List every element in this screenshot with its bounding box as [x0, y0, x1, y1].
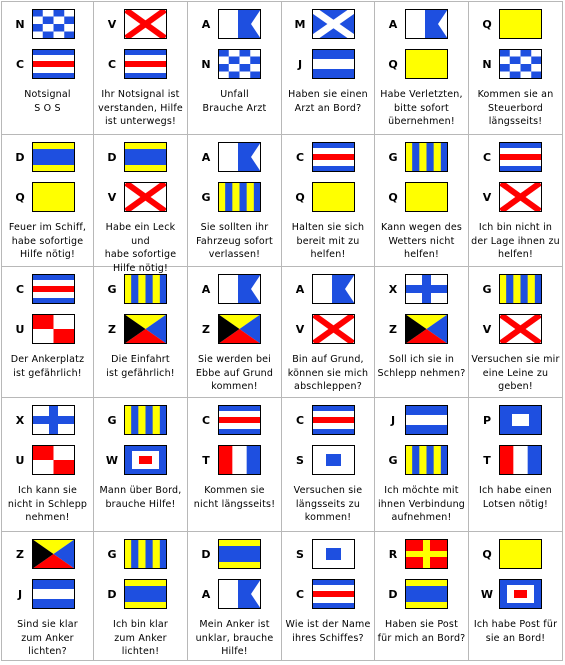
flag-row	[282, 314, 374, 344]
flag-row	[2, 405, 93, 435]
signal-cell	[2, 532, 94, 661]
flag-c-icon	[124, 49, 167, 79]
flag-letter: Q	[482, 548, 492, 561]
flag-letter: Q	[295, 191, 305, 204]
flag-row	[375, 182, 468, 212]
signal-meaning: Ich habe Post für sie an Bord!	[473, 619, 558, 644]
signal-meaning: Habe ein Leck und habe sofortige Hilfe nötig!	[104, 222, 177, 274]
flag-g-icon	[405, 142, 448, 172]
flag-d-icon	[32, 142, 75, 172]
signal-cell	[94, 2, 188, 135]
flag-z-icon	[405, 314, 448, 344]
flag-row	[282, 445, 374, 475]
flag-row	[282, 539, 374, 569]
flag-row	[94, 445, 187, 475]
flag-letter: Z	[202, 323, 210, 336]
flag-m-icon	[312, 9, 355, 39]
flag-row	[94, 314, 187, 344]
flag-row	[469, 142, 562, 172]
flag-q-icon	[32, 182, 75, 212]
signal-cell	[2, 267, 94, 398]
flag-d-icon	[124, 142, 167, 172]
signal-cell	[375, 398, 469, 532]
signal-meaning: Ich bin klar zum Anker lichten!	[112, 619, 169, 657]
signal-meaning: Versuchen sie längsseits zu kommen!	[293, 485, 363, 523]
flag-j-icon	[312, 49, 355, 79]
signal-cell	[94, 532, 188, 661]
flag-letter: J	[17, 588, 23, 601]
flag-x-icon	[405, 274, 448, 304]
signal-meaning: Feuer im Schiff, habe sofortige Hilfe nötig!	[8, 222, 87, 260]
flag-row	[375, 314, 468, 344]
flag-row	[375, 539, 468, 569]
flag-letter: C	[201, 414, 211, 427]
flag-letter: C	[107, 58, 117, 71]
flag-q-icon	[405, 49, 448, 79]
flag-row	[188, 49, 281, 79]
flag-letter: G	[107, 414, 117, 427]
flag-row	[188, 142, 281, 172]
flag-letter: S	[296, 548, 304, 561]
flag-d-icon	[405, 579, 448, 609]
flag-row	[375, 142, 468, 172]
signal-cell	[282, 398, 375, 532]
signal-cell	[375, 532, 469, 661]
flag-letter: Q	[482, 18, 492, 31]
flag-row	[2, 49, 93, 79]
flag-p-icon	[499, 405, 542, 435]
signal-meaning: Kommen sie an Steuerbord längsseits!	[477, 89, 554, 127]
signal-cell	[94, 398, 188, 532]
flag-row	[188, 579, 281, 609]
signal-meaning: Ich habe einen Lotsen nötig!	[479, 485, 552, 510]
flag-letter: C	[295, 588, 305, 601]
flag-c-icon	[32, 274, 75, 304]
flag-letter: U	[15, 323, 25, 336]
signal-meaning: Der Ankerplatz ist gefährlich!	[10, 354, 85, 379]
flag-letter: Q	[15, 191, 25, 204]
flag-q-icon	[312, 182, 355, 212]
flag-row	[282, 49, 374, 79]
flag-g-icon	[218, 182, 261, 212]
flag-z-icon	[218, 314, 261, 344]
signal-meaning: Haben sie Post für mich an Bord?	[377, 619, 466, 644]
signal-cell	[188, 532, 282, 661]
flag-row	[2, 445, 93, 475]
flag-row	[94, 579, 187, 609]
flag-letter: G	[107, 548, 117, 561]
flag-row	[2, 9, 93, 39]
signal-cell	[469, 398, 563, 532]
flag-letter: A	[201, 588, 211, 601]
flag-row	[282, 9, 374, 39]
flag-row	[188, 539, 281, 569]
flag-g-icon	[124, 405, 167, 435]
signal-cell	[94, 267, 188, 398]
flag-letter: C	[15, 58, 25, 71]
flag-letter: X	[388, 283, 398, 296]
flag-row	[94, 405, 187, 435]
flag-letter: T	[483, 454, 491, 467]
flag-j-icon	[32, 579, 75, 609]
signal-cell	[375, 2, 469, 135]
flag-row	[282, 142, 374, 172]
flag-x-icon	[32, 405, 75, 435]
flag-row	[375, 274, 468, 304]
flag-c-icon	[499, 142, 542, 172]
flag-u-icon	[32, 445, 75, 475]
flag-row	[469, 274, 562, 304]
flag-row	[375, 579, 468, 609]
flag-q-icon	[499, 539, 542, 569]
flag-u-icon	[32, 314, 75, 344]
flag-a-icon	[312, 274, 355, 304]
flag-row	[375, 405, 468, 435]
flag-row	[94, 49, 187, 79]
flag-letter: R	[388, 548, 398, 561]
signal-meaning: Soll ich sie in Schlepp nehmen?	[377, 354, 466, 379]
flag-letter: G	[107, 283, 117, 296]
flag-letter: G	[201, 191, 211, 204]
flag-letter: S	[296, 454, 304, 467]
flag-letter: D	[388, 588, 398, 601]
flag-row	[2, 182, 93, 212]
flag-g-icon	[405, 445, 448, 475]
signal-cell	[282, 532, 375, 661]
flag-row	[2, 142, 93, 172]
flag-a-icon	[218, 274, 261, 304]
flag-g-icon	[499, 274, 542, 304]
flag-letter: W	[480, 588, 494, 601]
signal-meaning: Notsignal S O S	[24, 89, 71, 114]
signal-cell	[188, 135, 282, 267]
flag-c-icon	[312, 405, 355, 435]
signal-cell	[282, 267, 375, 398]
flag-letter: Z	[108, 323, 116, 336]
flag-n-icon	[499, 49, 542, 79]
flag-row	[469, 579, 562, 609]
flag-row	[282, 579, 374, 609]
signal-cell	[375, 267, 469, 398]
flag-letter: A	[201, 18, 211, 31]
signal-cell	[94, 135, 188, 274]
signal-meaning: Mann über Bord, brauche Hilfe!	[99, 485, 182, 510]
signal-cell	[188, 2, 282, 135]
signal-cell	[188, 398, 282, 532]
signal-meaning: Unfall Brauche Arzt	[202, 89, 267, 114]
flag-row	[469, 539, 562, 569]
flag-row	[282, 405, 374, 435]
flag-letter: G	[482, 283, 492, 296]
flag-letter: V	[295, 323, 305, 336]
flag-letter: C	[482, 151, 492, 164]
signal-meaning: Mein Anker ist unklar, brauche Hilfe!	[195, 619, 274, 657]
signal-meaning: Bin auf Grund, können sie mich abschleppen?	[287, 354, 369, 392]
flag-row	[469, 314, 562, 344]
signal-meaning: Halten sie sich bereit mit zu helfen!	[291, 222, 365, 260]
flag-letter: A	[201, 283, 211, 296]
flag-row	[375, 49, 468, 79]
flag-letter: J	[297, 58, 303, 71]
flag-g-icon	[124, 539, 167, 569]
flag-a-icon	[218, 9, 261, 39]
flag-letter: D	[15, 151, 25, 164]
flag-letter: Q	[388, 58, 398, 71]
flag-letter: C	[15, 283, 25, 296]
flag-letter: J	[390, 414, 396, 427]
flag-letter: D	[201, 548, 211, 561]
flag-c-icon	[218, 405, 261, 435]
flag-w-icon	[124, 445, 167, 475]
flag-row	[469, 405, 562, 435]
flag-letter: V	[107, 18, 117, 31]
signal-cell	[188, 267, 282, 398]
flag-row	[2, 314, 93, 344]
flag-row	[375, 445, 468, 475]
flag-s-icon	[312, 539, 355, 569]
flag-row	[188, 182, 281, 212]
flag-row	[375, 9, 468, 39]
flag-row	[282, 182, 374, 212]
flag-q-icon	[499, 9, 542, 39]
flag-g-icon	[124, 274, 167, 304]
flag-v-icon	[124, 182, 167, 212]
flag-a-icon	[218, 142, 261, 172]
signal-cell	[2, 135, 94, 267]
flag-letter: A	[201, 151, 211, 164]
signal-meaning: Sie werden bei Ebbe auf Grund kommen!	[195, 354, 274, 392]
flag-n-icon	[32, 9, 75, 39]
flag-q-icon	[405, 182, 448, 212]
signal-meaning: Kommen sie nicht längsseits!	[193, 485, 276, 510]
signal-cell	[469, 2, 563, 135]
flag-row	[94, 9, 187, 39]
flag-v-icon	[499, 182, 542, 212]
flag-row	[188, 445, 281, 475]
flag-letter: G	[388, 454, 398, 467]
flag-t-icon	[499, 445, 542, 475]
signal-meaning: Habe Verletzten, bitte sofort übernehmen!	[380, 89, 463, 127]
flag-row	[2, 274, 93, 304]
flag-row	[188, 9, 281, 39]
flag-s-icon	[312, 445, 355, 475]
flag-letter: Z	[16, 548, 24, 561]
flag-letter: C	[295, 414, 305, 427]
flag-t-icon	[218, 445, 261, 475]
signal-meaning: Ihr Notsignal ist verstanden, Hilfe ist unterwegs!	[98, 89, 183, 127]
flag-r-icon	[405, 539, 448, 569]
flag-letter: Q	[388, 191, 398, 204]
signal-cell	[469, 532, 563, 661]
flag-row	[188, 314, 281, 344]
signal-cell	[469, 135, 563, 267]
flag-letter: G	[388, 151, 398, 164]
signal-cell	[282, 2, 375, 135]
flag-letter: N	[15, 18, 25, 31]
flag-letter: V	[107, 191, 117, 204]
flag-row	[94, 274, 187, 304]
flag-d-icon	[124, 579, 167, 609]
flag-a-icon	[405, 9, 448, 39]
flag-letter: V	[482, 323, 492, 336]
flag-v-icon	[499, 314, 542, 344]
flag-letter: P	[482, 414, 492, 427]
signal-cell	[2, 2, 94, 135]
signal-meaning: Ich bin nicht in der Lage ihnen zu helfen!	[471, 222, 560, 260]
flag-row	[188, 405, 281, 435]
signal-meaning: Kann wegen des Wetters nicht helfen!	[380, 222, 463, 260]
flag-letter: C	[295, 151, 305, 164]
flag-row	[469, 49, 562, 79]
flag-z-icon	[32, 539, 75, 569]
signal-meaning: Sie sollten ihr Fahrzeug sofort verlassen!	[196, 222, 273, 260]
flag-letter: M	[294, 18, 306, 31]
signal-meaning: Ich kann sie nicht in Schlepp nehmen!	[7, 485, 88, 523]
flag-j-icon	[405, 405, 448, 435]
flag-row	[469, 9, 562, 39]
signal-meaning: Ich möchte mit ihnen Verbindung aufnehmen!	[377, 485, 466, 523]
flag-row	[2, 579, 93, 609]
flag-letter: A	[295, 283, 305, 296]
flag-row	[2, 539, 93, 569]
flag-row	[94, 142, 187, 172]
signal-meaning: Sind sie klar zum Anker lichten?	[17, 619, 78, 657]
flag-letter: Z	[389, 323, 397, 336]
flag-c-icon	[312, 142, 355, 172]
flag-letter: T	[202, 454, 210, 467]
flag-letter: U	[15, 454, 25, 467]
signal-meaning: Die Einfahrt ist gefährlich!	[106, 354, 175, 379]
flag-row	[188, 274, 281, 304]
flag-c-icon	[32, 49, 75, 79]
flag-v-icon	[312, 314, 355, 344]
flag-n-icon	[218, 49, 261, 79]
signal-cell	[2, 398, 94, 532]
flag-row	[94, 182, 187, 212]
signal-cell	[282, 135, 375, 267]
flag-letter: N	[482, 58, 492, 71]
signal-meaning: Versuchen sie mir eine Leine zu geben!	[471, 354, 560, 392]
signal-cell	[469, 267, 563, 398]
flag-row	[94, 539, 187, 569]
flag-d-icon	[218, 539, 261, 569]
flag-a-icon	[218, 579, 261, 609]
flag-letter: D	[107, 151, 117, 164]
flag-w-icon	[499, 579, 542, 609]
flag-z-icon	[124, 314, 167, 344]
flag-letter: V	[482, 191, 492, 204]
flag-letter: X	[15, 414, 25, 427]
flag-row	[469, 182, 562, 212]
flag-letter: D	[107, 588, 117, 601]
flag-v-icon	[124, 9, 167, 39]
signal-cell	[375, 135, 469, 267]
flag-letter: A	[388, 18, 398, 31]
flag-row	[282, 274, 374, 304]
signal-meaning: Wie ist der Name ihres Schiffes?	[285, 619, 371, 644]
flag-letter: W	[105, 454, 119, 467]
flag-letter: N	[201, 58, 211, 71]
signal-meaning: Haben sie einen Arzt an Bord?	[288, 89, 368, 114]
signal-flag-grid	[1, 1, 563, 661]
flag-row	[469, 445, 562, 475]
flag-c-icon	[312, 579, 355, 609]
